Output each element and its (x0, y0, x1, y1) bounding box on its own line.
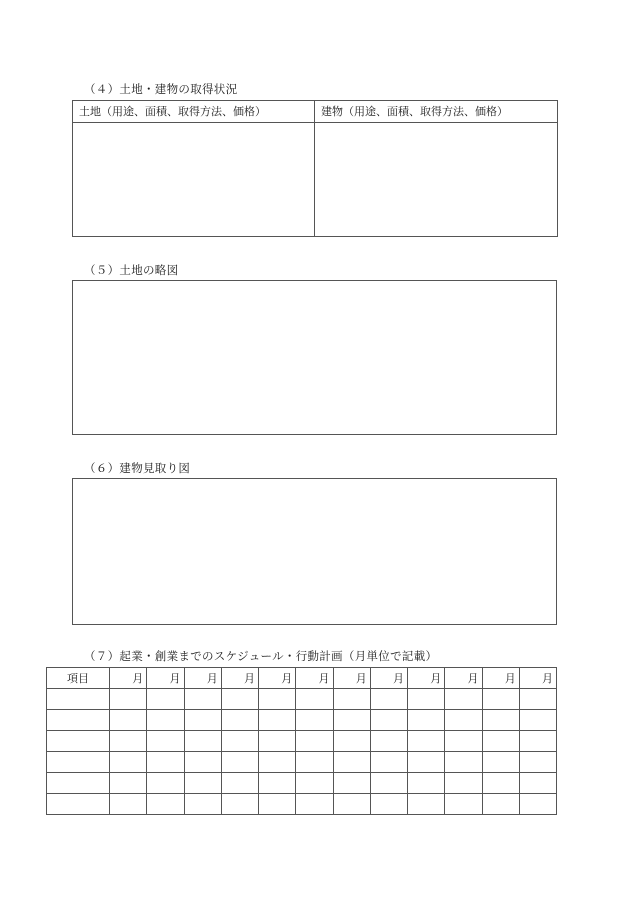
section-6-heading: （６）建物見取り図 (84, 461, 191, 475)
schedule-item-cell[interactable] (47, 731, 110, 752)
schedule-item-cell[interactable] (47, 752, 110, 773)
schedule-month-cell[interactable] (184, 794, 221, 815)
schedule-month-cell[interactable] (259, 731, 296, 752)
land-header: 土地（用途、面積、取得方法、価格） (73, 101, 315, 123)
schedule-month-cell[interactable] (519, 731, 556, 752)
schedule-month-cell[interactable] (445, 731, 482, 752)
schedule-month-cell[interactable] (333, 689, 370, 710)
item-column-header: 項目 (47, 668, 110, 689)
schedule-month-cell[interactable] (147, 731, 184, 752)
land-building-table (72, 100, 558, 237)
building-entry-field[interactable] (315, 123, 558, 237)
schedule-month-cell[interactable] (184, 689, 221, 710)
schedule-month-cell[interactable] (370, 773, 407, 794)
section-4-heading: （４）土地・建物の取得状況 (84, 82, 238, 96)
month-header: 月 (445, 668, 482, 689)
month-header: 月 (184, 668, 221, 689)
schedule-row (47, 710, 557, 731)
schedule-month-cell[interactable] (110, 773, 147, 794)
schedule-month-cell[interactable] (482, 794, 519, 815)
month-header: 月 (296, 668, 333, 689)
schedule-month-cell[interactable] (110, 731, 147, 752)
schedule-month-cell[interactable] (296, 752, 333, 773)
schedule-month-cell[interactable] (296, 731, 333, 752)
schedule-month-cell[interactable] (370, 794, 407, 815)
schedule-month-cell[interactable] (408, 731, 445, 752)
schedule-month-cell[interactable] (147, 710, 184, 731)
schedule-month-cell[interactable] (519, 689, 556, 710)
schedule-month-cell[interactable] (408, 689, 445, 710)
schedule-month-cell[interactable] (370, 731, 407, 752)
schedule-month-cell[interactable] (296, 794, 333, 815)
schedule-month-cell[interactable] (259, 689, 296, 710)
schedule-month-cell[interactable] (482, 689, 519, 710)
schedule-month-cell[interactable] (221, 794, 258, 815)
schedule-month-cell[interactable] (333, 731, 370, 752)
schedule-month-cell[interactable] (482, 752, 519, 773)
land-entry-field[interactable] (73, 123, 315, 237)
schedule-item-cell[interactable] (47, 689, 110, 710)
month-header: 月 (482, 668, 519, 689)
schedule-item-cell[interactable] (47, 710, 110, 731)
building-header: 建物（用途、面積、取得方法、価格） (315, 101, 558, 123)
month-header: 月 (370, 668, 407, 689)
schedule-month-cell[interactable] (519, 710, 556, 731)
month-header: 月 (408, 668, 445, 689)
schedule-month-cell[interactable] (221, 731, 258, 752)
schedule-month-cell[interactable] (370, 689, 407, 710)
schedule-item-cell[interactable] (47, 773, 110, 794)
schedule-month-cell[interactable] (482, 731, 519, 752)
schedule-row (47, 773, 557, 794)
schedule-row (47, 731, 557, 752)
schedule-header-row (47, 668, 557, 689)
schedule-month-cell[interactable] (184, 752, 221, 773)
land-sketch-area[interactable] (72, 280, 557, 435)
schedule-month-cell[interactable] (408, 752, 445, 773)
schedule-month-cell[interactable] (221, 752, 258, 773)
schedule-month-cell[interactable] (221, 689, 258, 710)
schedule-month-cell[interactable] (184, 773, 221, 794)
schedule-month-cell[interactable] (221, 773, 258, 794)
schedule-month-cell[interactable] (445, 794, 482, 815)
schedule-row (47, 752, 557, 773)
schedule-month-cell[interactable] (519, 773, 556, 794)
month-header: 月 (259, 668, 296, 689)
month-header: 月 (333, 668, 370, 689)
month-header: 月 (147, 668, 184, 689)
building-floorplan-area[interactable] (72, 478, 557, 625)
schedule-month-cell[interactable] (184, 731, 221, 752)
schedule-month-cell[interactable] (259, 794, 296, 815)
schedule-month-cell[interactable] (147, 752, 184, 773)
schedule-month-cell[interactable] (296, 773, 333, 794)
schedule-month-cell[interactable] (259, 710, 296, 731)
schedule-month-cell[interactable] (147, 773, 184, 794)
schedule-month-cell[interactable] (445, 773, 482, 794)
schedule-month-cell[interactable] (370, 752, 407, 773)
schedule-month-cell[interactable] (445, 752, 482, 773)
schedule-month-cell[interactable] (482, 773, 519, 794)
section-7-heading: （７）起業・創業までのスケジュール・行動計画（月単位で記載） (84, 649, 438, 663)
schedule-month-cell[interactable] (110, 710, 147, 731)
schedule-month-cell[interactable] (333, 794, 370, 815)
schedule-month-cell[interactable] (110, 689, 147, 710)
schedule-month-cell[interactable] (259, 752, 296, 773)
schedule-month-cell[interactable] (408, 710, 445, 731)
schedule-month-cell[interactable] (482, 710, 519, 731)
schedule-month-cell[interactable] (110, 794, 147, 815)
section-5-heading: （５）土地の略図 (84, 263, 179, 277)
schedule-month-cell[interactable] (333, 710, 370, 731)
schedule-month-cell[interactable] (445, 710, 482, 731)
schedule-month-cell[interactable] (221, 710, 258, 731)
schedule-row (47, 794, 557, 815)
schedule-row (47, 689, 557, 710)
schedule-month-cell[interactable] (147, 689, 184, 710)
schedule-month-cell[interactable] (370, 710, 407, 731)
schedule-month-cell[interactable] (296, 689, 333, 710)
schedule-month-cell[interactable] (110, 752, 147, 773)
schedule-month-cell[interactable] (333, 773, 370, 794)
month-header: 月 (221, 668, 258, 689)
month-header: 月 (519, 668, 556, 689)
schedule-month-cell[interactable] (296, 710, 333, 731)
schedule-item-cell[interactable] (47, 794, 110, 815)
schedule-month-cell[interactable] (184, 710, 221, 731)
schedule-table (46, 667, 557, 815)
schedule-month-cell[interactable] (408, 773, 445, 794)
schedule-month-cell[interactable] (259, 773, 296, 794)
schedule-month-cell[interactable] (519, 794, 556, 815)
schedule-month-cell[interactable] (147, 794, 184, 815)
month-header: 月 (110, 668, 147, 689)
schedule-month-cell[interactable] (333, 752, 370, 773)
schedule-body (47, 689, 557, 815)
schedule-month-cell[interactable] (445, 689, 482, 710)
schedule-month-cell[interactable] (519, 752, 556, 773)
schedule-month-cell[interactable] (408, 794, 445, 815)
